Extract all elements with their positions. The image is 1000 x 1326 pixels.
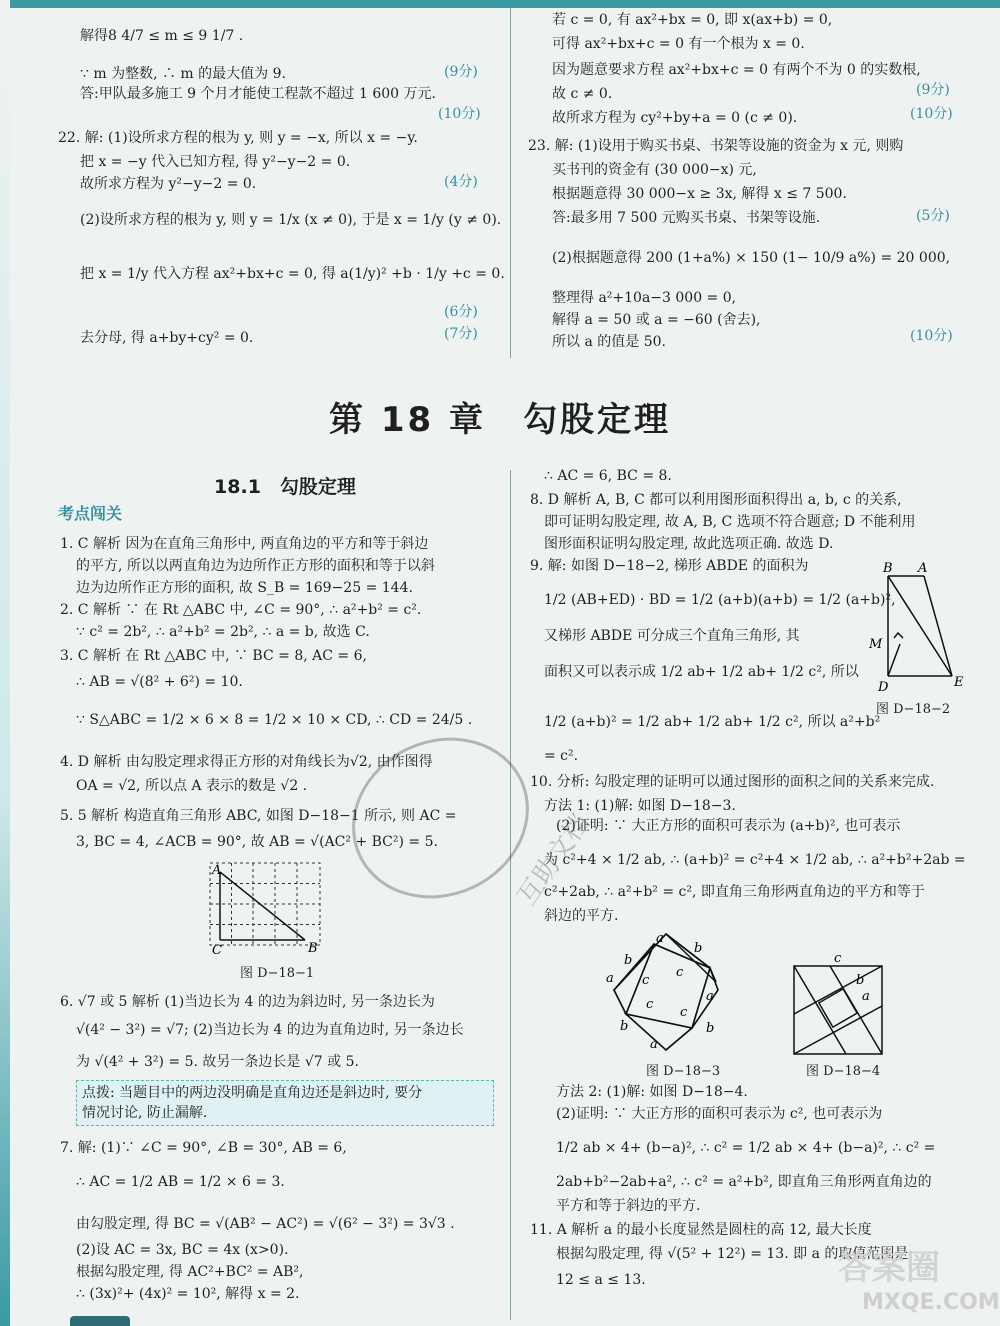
- fig2-label-b: B: [883, 561, 893, 576]
- page-tab: [70, 1316, 130, 1326]
- text-line: 2ab+b²−2ab+a², ∴ c² = a²+b², 即直角三角形两直角边的: [556, 1174, 932, 1190]
- fig3-label: a: [650, 1037, 658, 1052]
- text-line: 把 x = 1/y 代入方程 ax²+bx+c = 0, 得 a(1/y)² +b · 1/y +c = 0.: [80, 266, 505, 282]
- text-line: 6. √7 或 5 解析 (1)当边长为 4 的边为斜边时, 另一条边长为: [60, 994, 435, 1010]
- text-line: (2)设 AC = 3x, BC = 4x (x>0).: [76, 1242, 289, 1258]
- figure4-caption: 图 D−18−4: [806, 1064, 881, 1079]
- text-line: 10. 分析: 勾股定理的证明可以通过图形的面积之间的关系来完成.: [530, 774, 935, 790]
- fig3-label: a: [656, 931, 664, 946]
- score-label: (6分): [444, 304, 478, 320]
- text-line: ∴ AB = √(8² + 6²) = 10.: [76, 674, 243, 690]
- tip-text: 情况讨论, 防止漏解.: [82, 1105, 208, 1121]
- text-line: 为 c²+4 × 1/2 ab, ∴ (a+b)² = c²+4 × 1/2 ab, ∴ a²+b²+2ab =: [544, 852, 966, 868]
- text-line: 23. 解: (1)设用于购买书桌、书架等设施的资金为 x 元, 则购: [528, 138, 904, 154]
- fig3-label: c: [676, 965, 684, 980]
- text-line: 解得8 4/7 ≤ m ≤ 9 1/7 .: [80, 28, 244, 44]
- figure1-caption: 图 D−18−1: [240, 966, 315, 981]
- text-line: 11. A 解析 a 的最小长度显然是圆柱的高 12, 最大长度: [530, 1222, 872, 1238]
- text-line: 答:甲队最多施工 9 个月才能使工程款不超过 1 600 万元.: [80, 86, 436, 102]
- text-line: 3. C 解析 在 Rt △ABC 中, ∵ BC = 8, AC = 6,: [60, 648, 367, 664]
- text-line: 所以 a 的值是 50.: [552, 334, 666, 350]
- figure-d-18-4: [788, 948, 888, 1056]
- text-line: 方法 2: (1)解: 如图 D−18−4.: [556, 1084, 748, 1100]
- figure-d-18-2: [866, 558, 976, 698]
- fig4-label-c: c: [834, 951, 842, 966]
- text-line: 为 √(4² + 3²) = 5. 故另一条边长是 √7 或 5.: [76, 1054, 359, 1070]
- score-label: (5分): [916, 208, 950, 224]
- text-line: √(4² − 3²) = √7; (2)当边长为 4 的边为直角边时, 另一条边长: [76, 1022, 464, 1038]
- score-label: (10分): [910, 106, 953, 122]
- fig3-label: b: [694, 941, 703, 956]
- text-line: 的平方, 所以以两直角边为边所作正方形的面积和等于以斜: [76, 558, 435, 574]
- fig2-label-d: D: [878, 680, 889, 695]
- text-line: 边为边所作正方形的面积, 故 S_B = 169−25 = 144.: [76, 580, 413, 596]
- text-line: 整理得 a²+10a−3 000 = 0,: [552, 290, 737, 306]
- text-line: 平方和等于斜边的平方.: [556, 1198, 701, 1214]
- text-line: 4. D 解析 由勾股定理求得正方形的对角线长为√2, 由作图得: [60, 754, 433, 770]
- figure-d-18-3: [606, 930, 726, 1058]
- text-line: (2)设所求方程的根为 y, 则 y = 1/x (x ≠ 0), 于是 x = 1/y (y ≠ 0).: [80, 212, 502, 228]
- text-line: 3, BC = 4, ∠ACB = 90°, 故 AB = √(AC² + BC²) = 5.: [76, 834, 438, 850]
- fig1-label-c: C: [212, 943, 222, 958]
- fig2-label-a: A: [918, 561, 928, 576]
- text-line: (2)根据题意得 200 (1+a%) × 150 (1− 10/9 a%) = 20 000,: [552, 250, 951, 266]
- text-line: 1. C 解析 因为在直角三角形中, 两直角边的平方和等于斜边: [60, 536, 429, 552]
- fig4-label-a: a: [862, 989, 870, 1004]
- text-line: 因为题意要求方程 ax²+bx+c = 0 有两个不为 0 的实数根,: [552, 62, 921, 78]
- fig3-label: c: [642, 973, 650, 988]
- text-line: 22. 解: (1)设所求方程的根为 y, 则 y = −x, 所以 x = −y.: [58, 130, 418, 146]
- text-line: 买书刊的资金有 (30 000−x) 元,: [552, 162, 757, 178]
- score-label: (4分): [444, 174, 478, 190]
- text-line: 故所求方程为 y²−y−2 = 0.: [80, 176, 257, 192]
- score-label: (10分): [910, 328, 953, 344]
- text-line: 1/2 (AB+ED) · BD = 1/2 (a+b)(a+b) = 1/2 (a+b)²,: [544, 592, 896, 608]
- figure3-caption: 图 D−18−3: [646, 1064, 721, 1079]
- text-line: 去分母, 得 a+by+cy² = 0.: [80, 330, 254, 346]
- text-line: ∵ S△ABC = 1/2 × 6 × 8 = 1/2 × 10 × CD, ∴ CD = 24/5 .: [76, 712, 473, 728]
- fig4-label-b: b: [856, 973, 865, 988]
- fig3-label: c: [680, 1005, 688, 1020]
- fig3-label: a: [706, 989, 714, 1004]
- fig3-label: a: [606, 971, 614, 986]
- text-line: 方法 1: (1)解: 如图 D−18−3.: [544, 798, 736, 814]
- text-line: (2)证明: ∵ 大正方形的面积可表示为 c², 也可表示为: [556, 1106, 883, 1122]
- text-line: 若 c = 0, 有 ax²+bx = 0, 即 x(ax+b) = 0,: [552, 12, 833, 28]
- fig3-label: b: [706, 1021, 715, 1036]
- text-line: 由勾股定理, 得 BC = √(AB² − AC²) = √(6² − 3²) = 3√3 .: [76, 1216, 455, 1232]
- text-line: 根据勾股定理, 得 √(5² + 12²) = 13. 即 a 的取值范围是: [556, 1246, 909, 1262]
- text-line: ∵ m 为整数, ∴ m 的最大值为 9.: [80, 66, 286, 82]
- section-subheading: 考点闯关: [58, 504, 123, 523]
- fig2-label-m: M: [869, 637, 883, 652]
- text-line: 故所求方程为 cy²+by+a = 0 (c ≠ 0).: [552, 110, 798, 126]
- chapter-title: 第 18 章 勾股定理: [329, 400, 671, 440]
- text-line: 解得 a = 50 或 a = −60 (舍去),: [552, 312, 761, 328]
- text-line: 即可证明勾股定理, 故 A, B, C 选项不符合题意; D 不能利用: [544, 514, 916, 530]
- figure2-caption: 图 D−18−2: [876, 702, 951, 717]
- stamp-text: 互助文档: [511, 808, 597, 912]
- text-line: ∴ AC = 1/2 AB = 1/2 × 6 = 3.: [76, 1174, 285, 1190]
- watermark-logo: 答案圈: [838, 1248, 940, 1288]
- text-line: 12 ≤ a ≤ 13.: [556, 1272, 646, 1288]
- score-label: (7分): [444, 326, 478, 342]
- score-label: (10分): [438, 106, 481, 122]
- fig3-label: b: [624, 953, 633, 968]
- text-line: 1/2 (a+b)² = 1/2 ab+ 1/2 ab+ 1/2 c², 所以 a²+b²: [544, 714, 881, 730]
- text-line: ∴ (3x)²+ (4x)² = 10², 解得 x = 2.: [76, 1286, 300, 1302]
- text-line: 答:最多用 7 500 元购买书桌、书架等设施.: [552, 210, 821, 226]
- fig1-label-a: A: [212, 863, 222, 878]
- text-line: 1/2 ab × 4+ (b−a)², ∴ c² = 1/2 ab × 4+ (b−a)², ∴ c² =: [556, 1140, 936, 1156]
- text-line: 根据题意得 30 000−x ≥ 3x, 解得 x ≤ 7 500.: [552, 186, 847, 202]
- text-line: 斜边的平方.: [544, 908, 619, 924]
- text-line: 故 c ≠ 0.: [552, 86, 613, 102]
- text-line: 根据勾股定理, 得 AC²+BC² = AB²,: [76, 1264, 304, 1280]
- text-line: 8. D 解析 A, B, C 都可以利用图形面积得出 a, b, c 的关系,: [530, 492, 902, 508]
- text-line: 5. 5 解析 构造直角三角形 ABC, 如图 D−18−1 所示, 则 AC =: [60, 808, 457, 824]
- text-line: c²+2ab, ∴ a²+b² = c², 即直角三角形两直角边的平方和等于: [544, 884, 925, 900]
- text-line: 图形面积证明勾股定理, 故此选项正确. 故选 D.: [544, 536, 834, 552]
- top-color-strip: [0, 0, 1000, 8]
- text-line: (2)证明: ∵ 大正方形的面积可表示为 (a+b)², 也可表示: [556, 818, 901, 834]
- text-line: 又梯形 ABDE 可分成三个直角三角形, 其: [544, 628, 800, 644]
- text-line: 2. C 解析 ∵ 在 Rt △ABC 中, ∠C = 90°, ∴ a²+b² = c².: [60, 602, 422, 618]
- column-divider-top: [510, 8, 511, 358]
- text-line: 可得 ax²+bx+c = 0 有一个根为 x = 0.: [552, 36, 805, 52]
- fig2-label-e: E: [954, 675, 964, 690]
- text-line: 9. 解: 如图 D−18−2, 梯形 ABDE 的面积为: [530, 558, 809, 574]
- text-line: ∴ AC = 6, BC = 8.: [544, 468, 672, 484]
- score-label: (9分): [916, 82, 950, 98]
- watermark-url: MXQE.COM: [862, 1290, 1000, 1315]
- fig3-label: c: [646, 997, 654, 1012]
- text-line: ∵ c² = 2b², ∴ a²+b² = 2b², ∴ a = b, 故选 C.: [76, 624, 370, 640]
- column-divider-bottom: [510, 470, 511, 1320]
- figure-d-18-1: [205, 858, 330, 958]
- section-title: 18.1 勾股定理: [214, 476, 356, 498]
- text-line: 7. 解: (1)∵ ∠C = 90°, ∠B = 30°, AB = 6,: [60, 1140, 347, 1156]
- tip-text: 点拨: 当题目中的两边没明确是直角边还是斜边时, 要分: [82, 1085, 423, 1101]
- text-line: 把 x = −y 代入已知方程, 得 y²−y−2 = 0.: [80, 154, 351, 170]
- fig3-label: b: [620, 1019, 629, 1034]
- score-label: (9分): [444, 64, 478, 80]
- text-line: 面积又可以表示成 1/2 ab+ 1/2 ab+ 1/2 c², 所以: [544, 664, 859, 680]
- fig1-label-b: B: [308, 941, 318, 956]
- text-line: = c².: [544, 748, 579, 764]
- text-line: OA = √2, 所以点 A 表示的数是 √2 .: [76, 778, 308, 794]
- left-color-strip: [0, 0, 10, 1326]
